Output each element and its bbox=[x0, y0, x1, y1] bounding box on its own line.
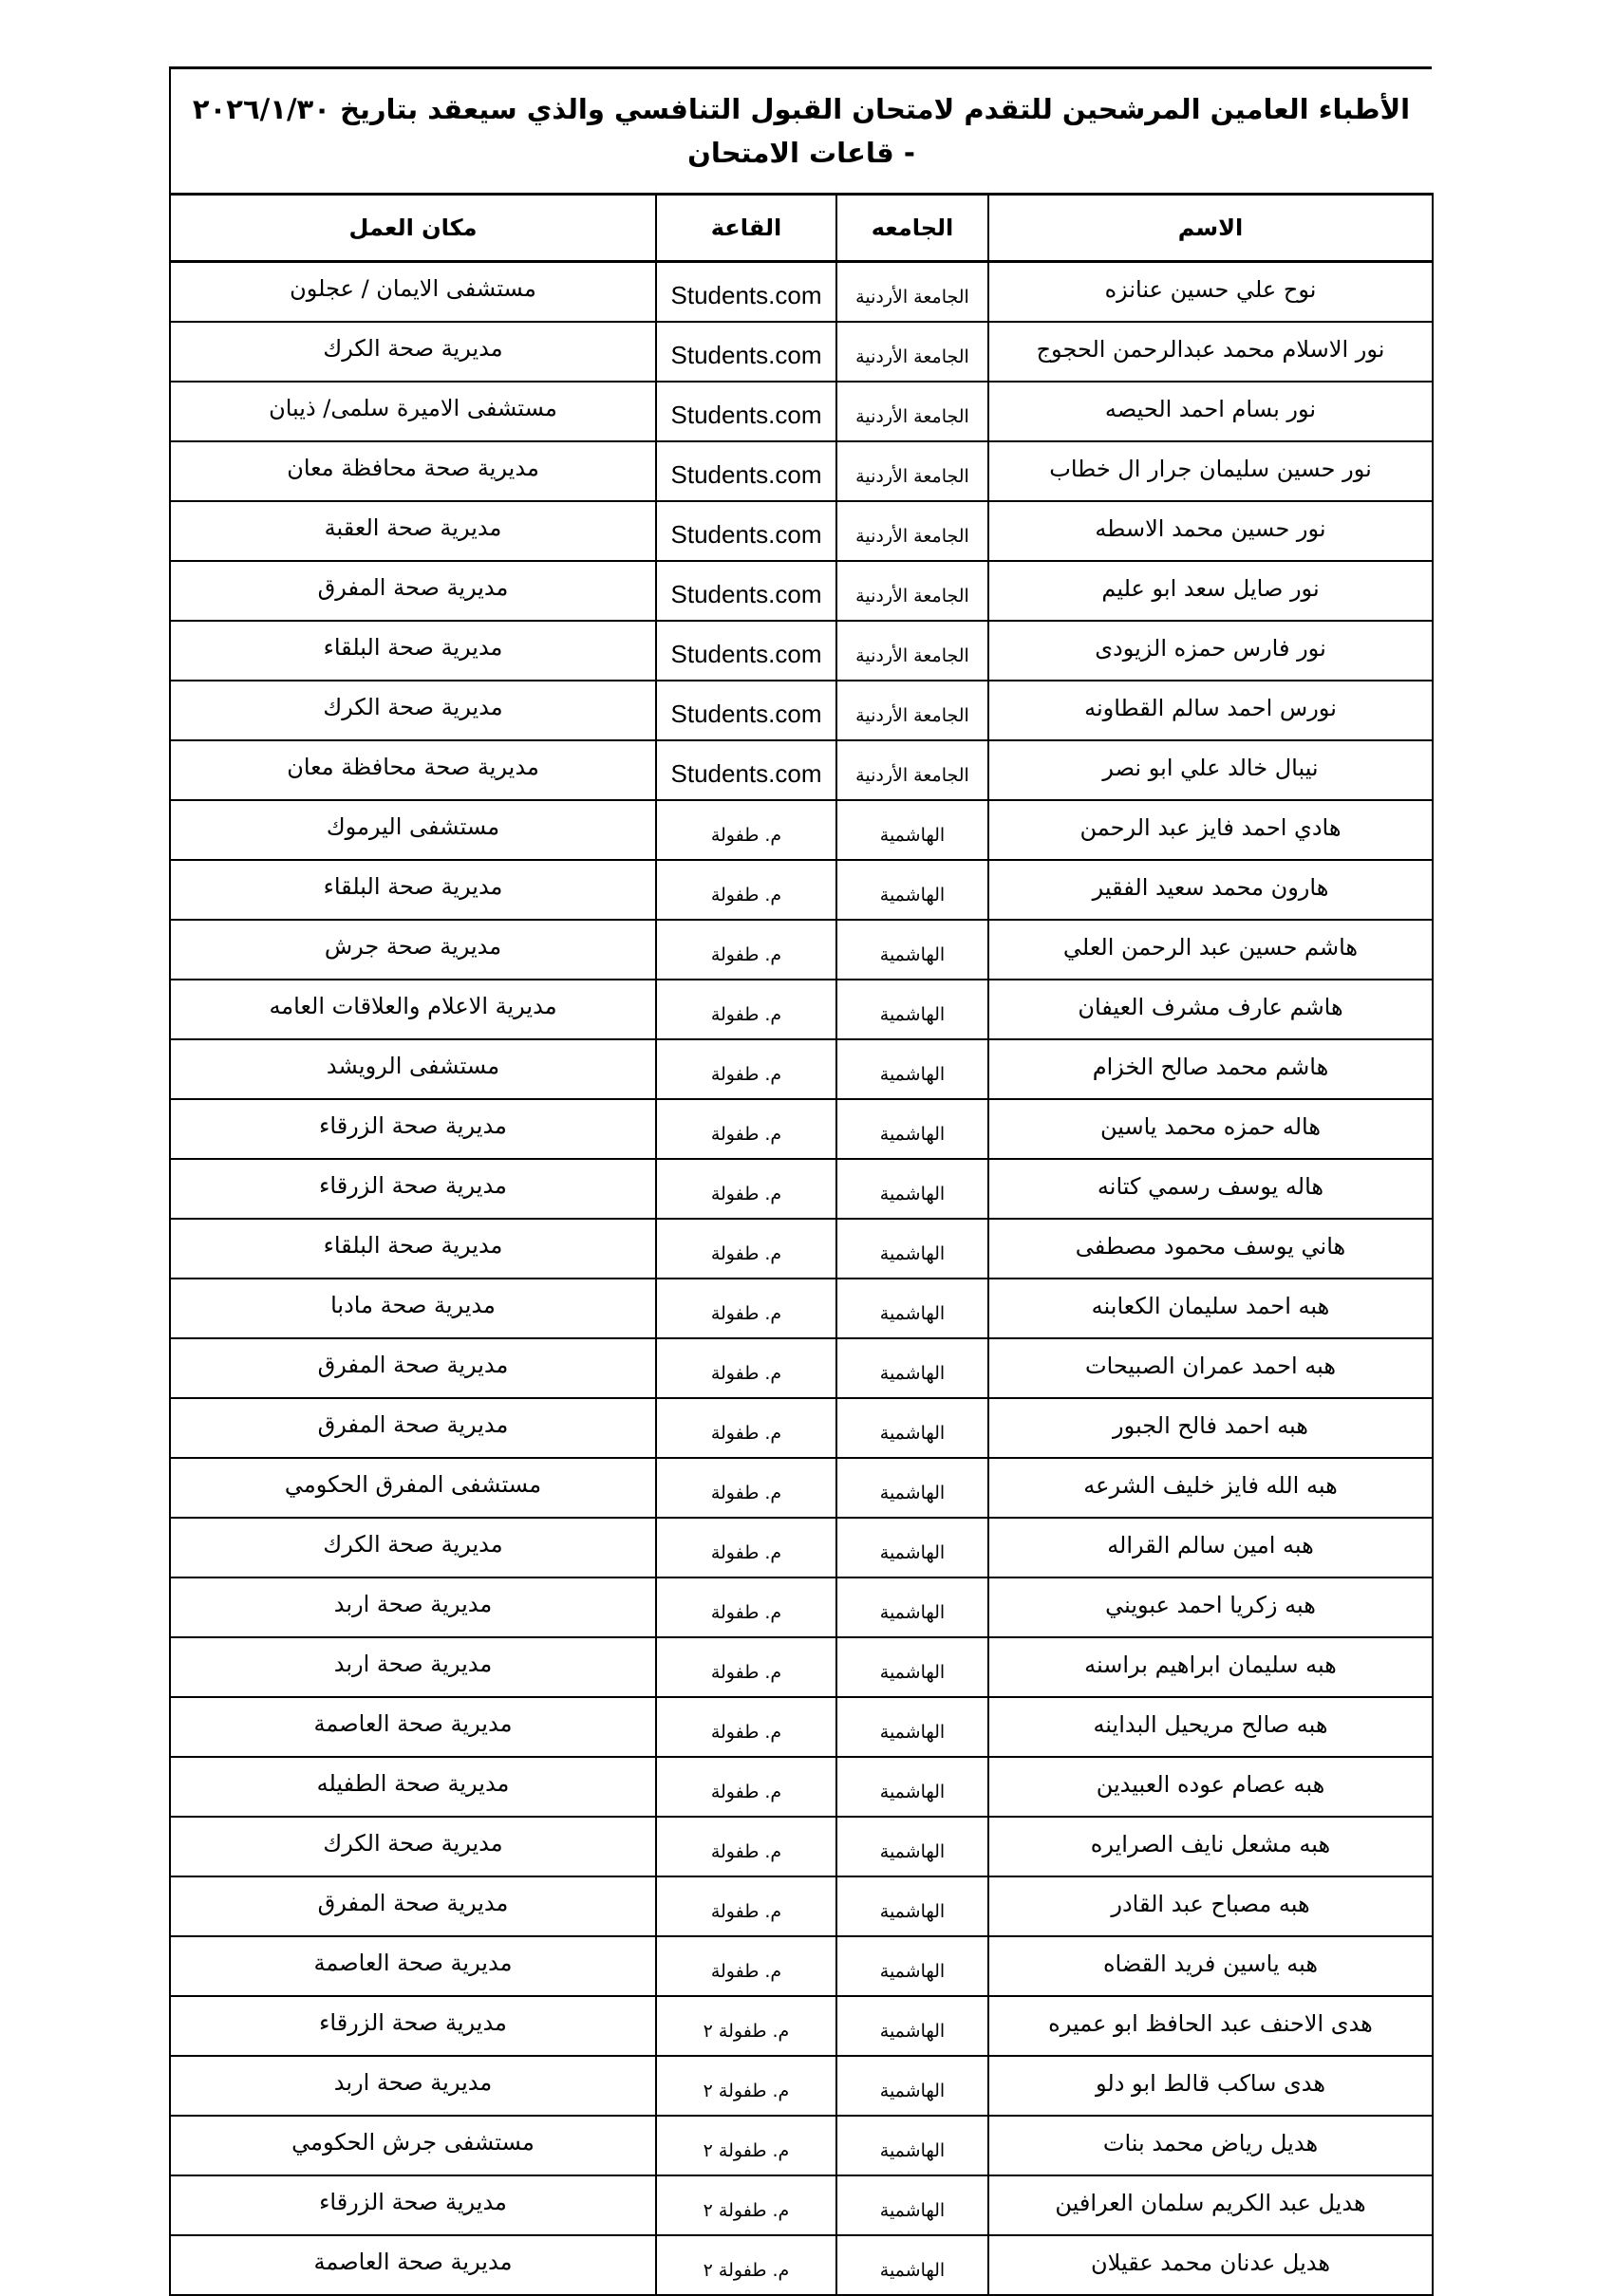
table-row bbox=[170, 681, 1433, 740]
cell-university: الهاشمية bbox=[836, 1039, 988, 1099]
cell-hall: Students.com bbox=[656, 621, 836, 681]
cell-workplace: مديرية صحة البلقاء bbox=[170, 860, 656, 920]
cell-hall: م. طفولة bbox=[656, 860, 836, 920]
document-title: الأطباء العامين المرشحين للتقدم لامتحان القبول التنافسي والذي سيعقد بتاريخ ٢٠٢٦/١/٣٠ - قاعات الامتحان bbox=[169, 66, 1432, 193]
cell-name: هديل عبد الكريم سلمان العرافين bbox=[988, 2175, 1433, 2235]
cell-hall: م. طفولة ٢ bbox=[656, 2175, 836, 2235]
cell-university: الهاشمية bbox=[836, 1996, 988, 2056]
cell-name: هبه سليمان ابراهيم براسنه bbox=[988, 1637, 1433, 1697]
cell-name: هبه عصام عوده العبيدين bbox=[988, 1757, 1433, 1817]
cell-hall: م. طفولة bbox=[656, 1936, 836, 1996]
cell-name: نوح علي حسين عنانزه bbox=[988, 262, 1433, 323]
cell-workplace: مديرية صحة المفرق bbox=[170, 561, 656, 621]
cell-hall: م. طفولة bbox=[656, 1458, 836, 1518]
cell-hall: م. طفولة ٢ bbox=[656, 2056, 836, 2116]
cell-name: هادي احمد فايز عبد الرحمن bbox=[988, 800, 1433, 860]
cell-hall: Students.com bbox=[656, 382, 836, 441]
cell-hall: Students.com bbox=[656, 501, 836, 561]
cell-workplace: مديرية صحة اربد bbox=[170, 1577, 656, 1637]
cell-name: هدى الاحنف عبد الحافظ ابو عميره bbox=[988, 1996, 1433, 2056]
cell-hall: Students.com bbox=[656, 681, 836, 740]
header-name: الاسم bbox=[988, 195, 1433, 262]
table-row bbox=[170, 1697, 1433, 1757]
cell-university: الجامعة الأردنية bbox=[836, 501, 988, 561]
cell-workplace: مديرية صحة العقبة bbox=[170, 501, 656, 561]
cell-workplace: مديرية صحة العاصمة bbox=[170, 1697, 656, 1757]
document bbox=[169, 66, 1432, 2296]
cell-name: نور بسام احمد الحيصه bbox=[988, 382, 1433, 441]
cell-university: الهاشمية bbox=[836, 1219, 988, 1279]
cell-workplace: مديرية صحة المفرق bbox=[170, 1398, 656, 1458]
cell-university: الجامعة الأردنية bbox=[836, 681, 988, 740]
cell-workplace: مديرية صحة اربد bbox=[170, 2056, 656, 2116]
cell-hall: Students.com bbox=[656, 740, 836, 800]
table-row bbox=[170, 1099, 1433, 1159]
table-row bbox=[170, 1876, 1433, 1936]
cell-name: هاشم حسين عبد الرحمن العلي bbox=[988, 920, 1433, 980]
cell-name: هارون محمد سعيد الفقير bbox=[988, 860, 1433, 920]
cell-name: هبه احمد عمران الصبيحات bbox=[988, 1338, 1433, 1398]
cell-university: الهاشمية bbox=[836, 1757, 988, 1817]
cell-name: هبه مصباح عبد القادر bbox=[988, 1876, 1433, 1936]
cell-name: هبه صالح مريحيل البداينه bbox=[988, 1697, 1433, 1757]
cell-name: هبه ياسين فريد القضاه bbox=[988, 1936, 1433, 1996]
cell-hall: م. طفولة bbox=[656, 1876, 836, 1936]
cell-university: الهاشمية bbox=[836, 860, 988, 920]
cell-hall: م. طفولة bbox=[656, 980, 836, 1039]
cell-name: نور فارس حمزه الزيودى bbox=[988, 621, 1433, 681]
cell-hall: م. طفولة bbox=[656, 1637, 836, 1697]
cell-hall: م. طفولة bbox=[656, 1697, 836, 1757]
cell-hall: م. طفولة bbox=[656, 1338, 836, 1398]
header-university: الجامعه bbox=[836, 195, 988, 262]
cell-university: الهاشمية bbox=[836, 1458, 988, 1518]
cell-name: نورس احمد سالم القطاونه bbox=[988, 681, 1433, 740]
cell-university: الهاشمية bbox=[836, 2235, 988, 2295]
table-row bbox=[170, 1039, 1433, 1099]
cell-name: هبه احمد سليمان الكعابنه bbox=[988, 1279, 1433, 1338]
table-row bbox=[170, 322, 1433, 382]
cell-workplace: مديرية صحة الكرك bbox=[170, 1518, 656, 1577]
cell-hall: م. طفولة ٢ bbox=[656, 1996, 836, 2056]
cell-name: هبه امين سالم القراله bbox=[988, 1518, 1433, 1577]
cell-university: الهاشمية bbox=[836, 920, 988, 980]
table-row bbox=[170, 1458, 1433, 1518]
table-row bbox=[170, 1817, 1433, 1876]
cell-university: الهاشمية bbox=[836, 1518, 988, 1577]
header-workplace: مكان العمل bbox=[170, 195, 656, 262]
cell-name: نور حسين محمد الاسطه bbox=[988, 501, 1433, 561]
cell-workplace: مستشفى المفرق الحكومي bbox=[170, 1458, 656, 1518]
table-row bbox=[170, 382, 1433, 441]
table-row bbox=[170, 1398, 1433, 1458]
table-row bbox=[170, 1637, 1433, 1697]
cell-workplace: مديرية صحة الكرك bbox=[170, 1817, 656, 1876]
cell-name: هبه الله فايز خليف الشرعه bbox=[988, 1458, 1433, 1518]
table-row bbox=[170, 800, 1433, 860]
table-row bbox=[170, 561, 1433, 621]
cell-university: الهاشمية bbox=[836, 800, 988, 860]
cell-workplace: مديرية صحة الطفيله bbox=[170, 1757, 656, 1817]
cell-name: هديل عدنان محمد عقيلان bbox=[988, 2235, 1433, 2295]
cell-hall: م. طفولة bbox=[656, 1279, 836, 1338]
cell-workplace: مديرية الاعلام والعلاقات العامه bbox=[170, 980, 656, 1039]
table-row bbox=[170, 1936, 1433, 1996]
cell-workplace: مديرية صحة البلقاء bbox=[170, 1219, 656, 1279]
cell-university: الجامعة الأردنية bbox=[836, 322, 988, 382]
cell-name: نور صايل سعد ابو عليم bbox=[988, 561, 1433, 621]
cell-workplace: مديرية صحة العاصمة bbox=[170, 1936, 656, 1996]
table-row bbox=[170, 740, 1433, 800]
table-row bbox=[170, 2056, 1433, 2116]
cell-name: هبه مشعل نايف الصرايره bbox=[988, 1817, 1433, 1876]
cell-hall: م. طفولة bbox=[656, 1757, 836, 1817]
cell-university: الهاشمية bbox=[836, 1338, 988, 1398]
table-row bbox=[170, 262, 1433, 323]
cell-workplace: مديرية صحة اربد bbox=[170, 1637, 656, 1697]
table-row bbox=[170, 2235, 1433, 2295]
cell-university: الهاشمية bbox=[836, 1697, 988, 1757]
cell-hall: م. طفولة ٢ bbox=[656, 2116, 836, 2175]
cell-name: هاله حمزه محمد ياسين bbox=[988, 1099, 1433, 1159]
table-row bbox=[170, 1577, 1433, 1637]
cell-name: هاني يوسف محمود مصطفى bbox=[988, 1219, 1433, 1279]
cell-name: هاله يوسف رسمي كتانه bbox=[988, 1159, 1433, 1219]
cell-name: نيبال خالد علي ابو نصر bbox=[988, 740, 1433, 800]
cell-hall: م. طفولة bbox=[656, 920, 836, 980]
cell-university: الجامعة الأردنية bbox=[836, 621, 988, 681]
cell-hall: Students.com bbox=[656, 262, 836, 323]
cell-workplace: مديرية صحة محافظة معان bbox=[170, 740, 656, 800]
table-row bbox=[170, 441, 1433, 501]
table-row bbox=[170, 1279, 1433, 1338]
cell-workplace: مديرية صحة الزرقاء bbox=[170, 2175, 656, 2235]
candidates-table bbox=[169, 193, 1434, 2296]
cell-hall: م. طفولة bbox=[656, 1099, 836, 1159]
cell-university: الجامعة الأردنية bbox=[836, 382, 988, 441]
cell-name: هاشم عارف مشرف العيفان bbox=[988, 980, 1433, 1039]
cell-name: هبه زكريا احمد عبويني bbox=[988, 1577, 1433, 1637]
cell-workplace: مديرية صحة الزرقاء bbox=[170, 1159, 656, 1219]
header-hall: القاعة bbox=[656, 195, 836, 262]
cell-university: الهاشمية bbox=[836, 1398, 988, 1458]
cell-hall: م. طفولة bbox=[656, 1219, 836, 1279]
cell-workplace: مديرية صحة الكرك bbox=[170, 322, 656, 382]
cell-name: هدى ساكب قالط ابو دلو bbox=[988, 2056, 1433, 2116]
cell-university: الهاشمية bbox=[836, 1159, 988, 1219]
cell-workplace: مديرية صحة المفرق bbox=[170, 1876, 656, 1936]
cell-name: نور الاسلام محمد عبدالرحمن الحجوج bbox=[988, 322, 1433, 382]
cell-workplace: مديرية صحة الكرك bbox=[170, 681, 656, 740]
cell-workplace: مستشفى الرويشد bbox=[170, 1039, 656, 1099]
cell-university: الجامعة الأردنية bbox=[836, 441, 988, 501]
table-row bbox=[170, 860, 1433, 920]
cell-hall: م. طفولة bbox=[656, 1518, 836, 1577]
cell-university: الجامعة الأردنية bbox=[836, 740, 988, 800]
cell-university: الهاشمية bbox=[836, 2116, 988, 2175]
cell-university: الهاشمية bbox=[836, 1099, 988, 1159]
cell-university: الهاشمية bbox=[836, 2175, 988, 2235]
table-row bbox=[170, 2175, 1433, 2235]
cell-hall: Students.com bbox=[656, 441, 836, 501]
table-row bbox=[170, 920, 1433, 980]
cell-workplace: مديرية صحة محافظة معان bbox=[170, 441, 656, 501]
cell-workplace: مستشفى اليرموك bbox=[170, 800, 656, 860]
table-row bbox=[170, 1159, 1433, 1219]
cell-hall: م. طفولة bbox=[656, 1817, 836, 1876]
cell-university: الهاشمية bbox=[836, 1876, 988, 1936]
cell-university: الجامعة الأردنية bbox=[836, 262, 988, 323]
cell-workplace: مستشفى الاميرة سلمى/ ذيبان bbox=[170, 382, 656, 441]
cell-workplace: مديرية صحة العاصمة bbox=[170, 2235, 656, 2295]
cell-hall: م. طفولة bbox=[656, 800, 836, 860]
cell-name: هبه احمد فالح الجبور bbox=[988, 1398, 1433, 1458]
cell-hall: م. طفولة bbox=[656, 1159, 836, 1219]
cell-hall: م. طفولة bbox=[656, 1039, 836, 1099]
cell-workplace: مديرية صحة الزرقاء bbox=[170, 1099, 656, 1159]
cell-hall: م. طفولة ٢ bbox=[656, 2235, 836, 2295]
cell-name: هديل رياض محمد بنات bbox=[988, 2116, 1433, 2175]
cell-university: الجامعة الأردنية bbox=[836, 561, 988, 621]
cell-hall: Students.com bbox=[656, 322, 836, 382]
table-row bbox=[170, 621, 1433, 681]
cell-hall: م. طفولة bbox=[656, 1398, 836, 1458]
cell-workplace: مستشفى الايمان / عجلون bbox=[170, 262, 656, 323]
table-row bbox=[170, 1518, 1433, 1577]
cell-university: الهاشمية bbox=[836, 980, 988, 1039]
cell-workplace: مديرية صحة البلقاء bbox=[170, 621, 656, 681]
cell-workplace: مديرية صحة جرش bbox=[170, 920, 656, 980]
cell-university: الهاشمية bbox=[836, 1279, 988, 1338]
cell-workplace: مديرية صحة المفرق bbox=[170, 1338, 656, 1398]
table-row bbox=[170, 1219, 1433, 1279]
cell-university: الهاشمية bbox=[836, 1817, 988, 1876]
table-row bbox=[170, 2116, 1433, 2175]
table-row bbox=[170, 1338, 1433, 1398]
cell-workplace: مديرية صحة مادبا bbox=[170, 1279, 656, 1338]
cell-university: الهاشمية bbox=[836, 1637, 988, 1697]
table-row bbox=[170, 980, 1433, 1039]
cell-workplace: مستشفى جرش الحكومي bbox=[170, 2116, 656, 2175]
table-row bbox=[170, 1996, 1433, 2056]
cell-name: نور حسين سليمان جرار ال خطاب bbox=[988, 441, 1433, 501]
cell-workplace: مديرية صحة الزرقاء bbox=[170, 1996, 656, 2056]
table-row bbox=[170, 501, 1433, 561]
cell-university: الهاشمية bbox=[836, 1577, 988, 1637]
cell-university: الهاشمية bbox=[836, 2056, 988, 2116]
cell-hall: Students.com bbox=[656, 561, 836, 621]
cell-hall: م. طفولة bbox=[656, 1577, 836, 1637]
cell-university: الهاشمية bbox=[836, 1936, 988, 1996]
cell-name: هاشم محمد صالح الخزام bbox=[988, 1039, 1433, 1099]
table-header-row bbox=[170, 195, 1433, 262]
table-row bbox=[170, 1757, 1433, 1817]
